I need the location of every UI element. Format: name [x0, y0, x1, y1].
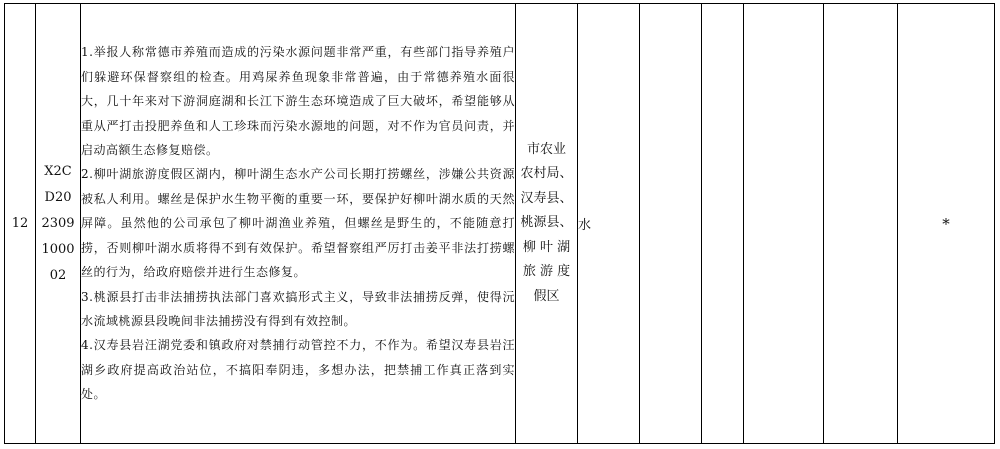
complaint-paragraph: 1.举报人称常德市养殖而造成的污染水源问题非常严重，有些部门指导养殖户们躲避环保督察组的检查。用鸡屎养鱼现象非常普遍，由于常德养殖水面很大，几十年来对下游洞庭湖和长江下游生态环境造成了巨大破坏，希望能够从重从严打击投肥养鱼和人工珍珠而污染水源地的问题，对不作为官员问责，并启动高额生态修复赔偿。: [81, 45, 515, 158]
row-number: 12: [5, 4, 36, 444]
empty-cell: [640, 4, 702, 444]
case-code-line: 2309: [41, 215, 75, 231]
responsible-departments: [516, 4, 578, 444]
case-code-line: X2C: [44, 163, 72, 179]
complaint-paragraph: 2.柳叶湖旅游度假区湖内，柳叶湖生态水产公司长期打捞螺丝，涉嫌公共资源被私人利用。螺丝是保护水生物平衡的重要一环，要保护好柳叶湖水质的天然屏障。虽然他的公司承包了柳叶湖渔业养殖，但螺丝是野生的，不能随意打捞，否则柳叶湖水质将得不到有效保护。希望督察组严厉打击姜平非法打捞螺丝的行为，给政府赔偿并进行生态修复。: [81, 167, 515, 280]
case-code: [36, 4, 81, 444]
star-mark: *: [898, 4, 995, 444]
empty-cell: [702, 4, 744, 444]
pollution-type: 水: [578, 4, 640, 444]
department-line: 柳 叶 湖: [522, 239, 571, 255]
empty-cell: [744, 4, 824, 444]
table-row: [5, 4, 995, 444]
complaint-content: [81, 4, 516, 444]
petition-table: [4, 3, 995, 444]
empty-cell: [824, 4, 898, 444]
department-line: 市农业: [526, 141, 566, 157]
department-line: 汉寿县、: [520, 190, 573, 206]
department-line: 旅 游 度: [522, 264, 571, 280]
case-code-line: 02: [49, 267, 67, 283]
complaint-paragraph: 4.汉寿县岩汪湖党委和镇政府对禁捕行动管控不力，不作为。希望汉寿县岩汪湖乡政府提高政治站位，不搞阳奉阴违，多想办法，把禁捕工作真正落到实处。: [81, 338, 515, 402]
department-line: 农村局、: [520, 166, 573, 182]
case-code-line: 1000: [41, 241, 75, 257]
department-line: 桃源县、: [520, 215, 573, 231]
case-code-line: D20: [44, 189, 72, 205]
complaint-paragraph: 3.桃源县打击非法捕捞执法部门喜欢搞形式主义，导致非法捕捞反弹，使得沅水流域桃源县段晚间非法捕捞没有得到有效控制。: [81, 289, 515, 328]
department-line: 假区: [533, 288, 560, 304]
